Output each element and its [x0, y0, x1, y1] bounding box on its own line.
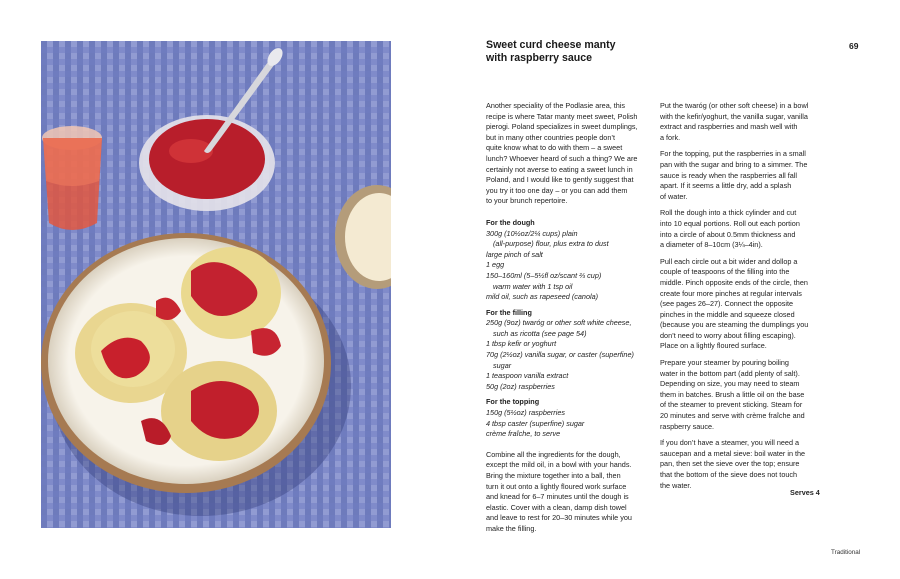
text-line: water in the bottom part (add plenty of salt). — [660, 368, 800, 378]
text-line: elastic. Cover with a clean, damp dish towel — [486, 502, 627, 512]
ingredient-line: 300g (10½oz/2¼ cups) plain — [486, 228, 578, 238]
method-paragraph — [660, 257, 825, 352]
ingredient-line: 4 tbsp caster (superfine) sugar — [486, 418, 585, 428]
text-line: If you don’t have a steamer, you will need a — [660, 438, 800, 448]
text-line: quite know what to do with them – a sweet — [486, 143, 623, 153]
intro-paragraph — [486, 101, 646, 207]
ingredient-line: 150g (5½oz) raspberries — [486, 408, 565, 418]
text-line: a diameter of 8–10cm (3¼–4in). — [660, 240, 763, 250]
text-line: sauce is ready when the raspberries all fall — [660, 170, 798, 180]
text-line: pan, then set the sieve over the top; ensure — [660, 459, 800, 469]
topping-heading: For the topping — [486, 397, 540, 407]
ingredient-line: 1 teaspoon vanilla extract — [486, 371, 569, 381]
filling-ingredients — [486, 318, 646, 392]
method-paragraph — [660, 101, 825, 143]
text-line: Bring the mixture together into a ball, then — [486, 471, 621, 480]
filling-heading: For the filling — [486, 307, 532, 317]
ingredient-line: warm water with 1 tsp oil — [493, 281, 573, 291]
text-line: Prepare your steamer by pouring boiling — [660, 358, 789, 368]
text-line: certainly not averse to eating a sweet lunch in — [486, 164, 633, 174]
text-line: extract and raspberries and mash well with — [660, 122, 798, 132]
text-line: and knead for 6–7 minutes until the dough is — [486, 492, 629, 502]
text-line: 20 minutes and serve with crème fraîche and — [660, 411, 805, 421]
ingredient-line: sugar — [493, 360, 512, 370]
method-paragraph — [660, 149, 825, 202]
text-line: Depending on size, you may need to steam — [660, 379, 800, 389]
text-line: with the kefir/yoghurt, the vanilla sugar, vanilla — [660, 111, 808, 121]
text-line: apart. If it seems a little dry, add a splash — [660, 181, 792, 191]
title-line: Sweet curd cheese manty — [486, 39, 616, 51]
text-line: you try it too one day – or you can add them — [486, 185, 628, 195]
ingredient-line: crème fraîche, to serve — [486, 429, 561, 439]
text-line: make the filling. — [486, 523, 537, 533]
ingredient-line: 1 egg — [486, 260, 505, 270]
ingredient-line: mild oil, such as rapeseed (canola) — [486, 292, 599, 302]
text-line: the water. — [660, 480, 692, 490]
dough-ingredients — [486, 229, 646, 303]
text-line: a fork. — [660, 132, 681, 142]
text-line: that the bottom of the sieve does not touch — [660, 470, 798, 479]
text-line: Put the twaróg (or other soft cheese) in a bowl — [660, 101, 809, 110]
text-line: Poland, and I would like to gently suggest that — [486, 175, 634, 185]
method-paragraph — [486, 450, 646, 535]
method-paragraph — [660, 438, 825, 491]
recipe-title — [486, 39, 696, 65]
text-line: (because you are steaming the dumplings you — [660, 320, 809, 330]
text-line: into 10 equal portions. Roll out each portion — [660, 218, 800, 228]
text-line: (see pages 26–27). Connect the opposite — [660, 299, 794, 309]
text-line: of the steamer to prevent sticking. Steam for — [660, 400, 803, 410]
text-line: For the topping, put the raspberries in a small — [660, 149, 806, 159]
text-line: Place on a lightly floured surface. — [660, 341, 767, 351]
text-line: recipe is where Tatar manty meet sweet, Polish — [486, 111, 638, 121]
text-line: them in batches. Brush a little oil on the base — [660, 389, 805, 399]
chapter-footer: Traditional — [831, 549, 861, 556]
right-text-column — [660, 101, 825, 497]
food-photo-manty-plate — [41, 41, 391, 528]
text-line: into a circle of about 0.5mm thickness and — [660, 229, 796, 239]
text-line: don’t need to worry about filling escaping). — [660, 330, 796, 340]
recipe-photo — [41, 41, 391, 528]
left-text-column — [486, 101, 646, 541]
text-line: Combine all the ingredients for the dough, — [486, 449, 621, 459]
ingredient-line: 150–160ml (5–5½fl oz/scant ⅔ cup) — [486, 270, 602, 280]
text-line: middle. Pinch opposite ends of the circle, then — [660, 277, 808, 287]
ingredient-line: 250g (9oz) twaróg or other soft white cheese, — [486, 318, 632, 328]
text-line: create four more pinches at regular intervals — [660, 288, 802, 298]
ingredient-line: such as ricotta (see page 54) — [493, 328, 587, 338]
ingredient-line: 70g (2½oz) vanilla sugar, or caster (superfine) — [486, 350, 634, 360]
text-line: but in many other countries people don’t — [486, 132, 615, 142]
page-number: 69 — [849, 41, 859, 51]
ingredient-line: 50g (2oz) raspberries — [486, 381, 555, 391]
text-line: of water. — [660, 191, 688, 201]
text-line: couple of teaspoons of the filling into the — [660, 267, 790, 277]
text-line: saucepan and a metal sieve: boil water in the — [660, 448, 806, 458]
dough-heading: For the dough — [486, 217, 535, 227]
text-line: Another speciality of the Podlasie area, this — [486, 101, 626, 110]
text-line: raspberry sauce. — [660, 421, 714, 431]
ingredient-line: large pinch of salt — [486, 249, 543, 259]
topping-ingredients — [486, 408, 646, 440]
text-line: pan with the sugar and bring to a simmer. The — [660, 159, 808, 169]
ingredient-line: (all-purpose) flour, plus extra to dust — [493, 239, 609, 249]
text-line: except the mild oil, in a bowl with your hands. — [486, 460, 632, 470]
text-line: to your brunch repertoire. — [486, 196, 568, 206]
text-line: Roll the dough into a thick cylinder and cut — [660, 208, 797, 218]
ingredient-line: 1 tbsp kefir or yoghurt — [486, 339, 557, 349]
text-line: pinches in the middle and squeeze closed — [660, 309, 795, 319]
text-line: lunch? Whoever heard of such a thing? We are — [486, 153, 638, 163]
text-line: pierogi. Poland specializes in sweet dumplings, — [486, 122, 638, 132]
text-line: Pull each circle out a bit wider and dollop a — [660, 256, 798, 266]
text-line: turn it out onto a lightly floured work surface — [486, 481, 627, 491]
text-line: and leave to rest for 20–30 minutes while you — [486, 513, 632, 523]
serves-label: Serves 4 — [790, 488, 820, 497]
method-paragraph — [660, 358, 825, 432]
method-paragraph — [660, 208, 825, 250]
title-line: with raspberry sauce — [486, 52, 592, 64]
